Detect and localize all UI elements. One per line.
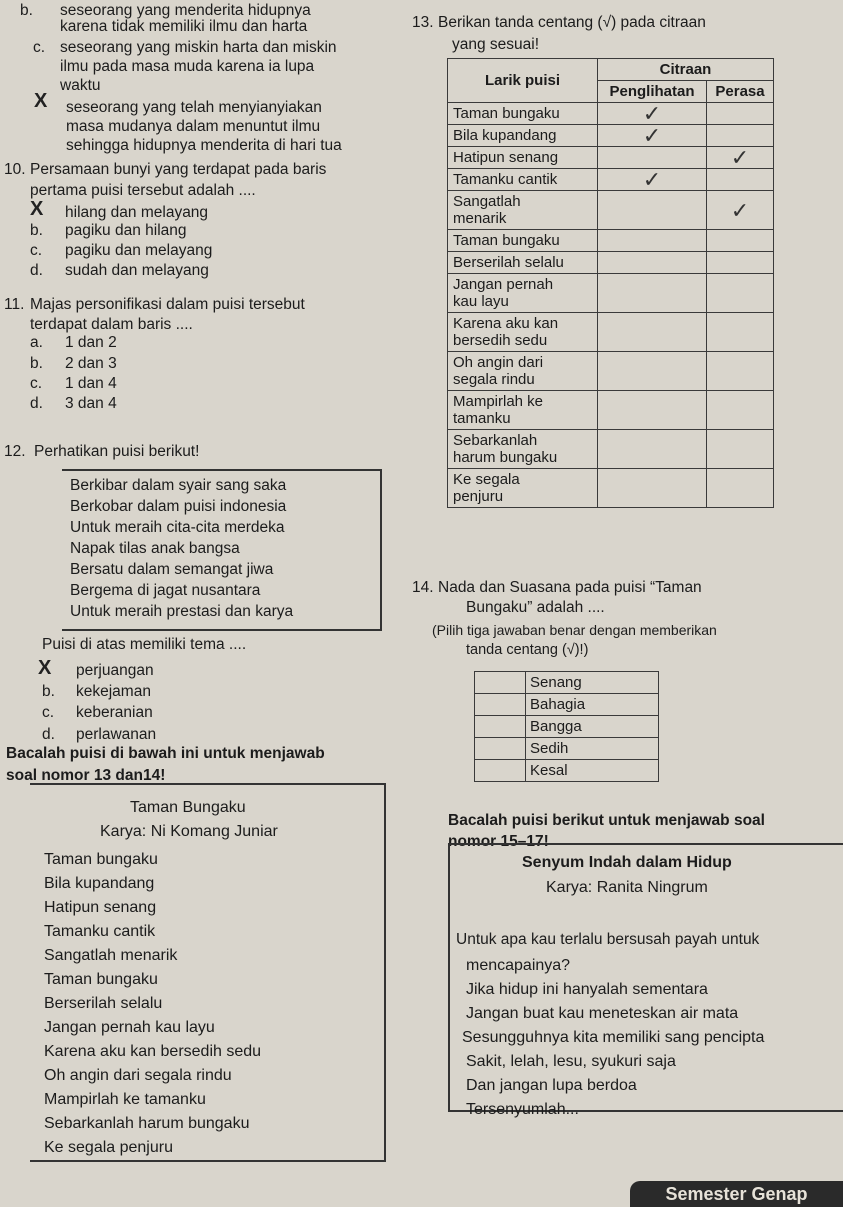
poem-line: Bersatu dalam semangat jiwa [70, 561, 274, 578]
larik-cell: Berserilah selalu [448, 252, 598, 274]
poem-line: Berkobar dalam puisi indonesia [70, 498, 287, 515]
poem-line: Dan jangan lupa berdoa [466, 1077, 637, 1094]
check-cell[interactable] [707, 125, 774, 147]
check-cell[interactable]: ✓ [598, 103, 707, 125]
option-label: Senang [526, 672, 659, 694]
q14-hint: (Pilih tiga jawaban benar dengan memberikan [432, 622, 717, 638]
table-row [448, 103, 774, 125]
q10-option-d-letter: d. [30, 262, 43, 279]
poem-line: Taman bungaku [44, 851, 158, 868]
poem-line: Karena aku kan bersedih sedu [44, 1043, 262, 1060]
q9-c-text: ilmu pada masa muda karena ia lupa [60, 58, 315, 75]
poem-line: Sakit, lelah, lesu, syukuri saja [466, 1053, 676, 1070]
check-cell[interactable] [598, 469, 707, 508]
poem-line: Untuk meraih cita-cita merdeka [70, 519, 285, 536]
q9-b-letter: b. [20, 2, 33, 19]
q14-stem: Nada dan Suasana pada puisi “Taman [438, 579, 702, 596]
table-row [448, 191, 774, 230]
table-row [448, 125, 774, 147]
poem-box-taman-bungaku [30, 783, 386, 1162]
poem-author: Karya: Ni Komang Juniar [100, 823, 278, 840]
larik-cell: Karena aku kan bersedih sedu [448, 313, 598, 352]
larik-cell: Hatipun senang [448, 147, 598, 169]
header-penglihatan: Penglihatan [598, 81, 707, 103]
check-cell[interactable] [598, 274, 707, 313]
header-larik: Larik puisi [448, 59, 598, 103]
q11-option-c: 1 dan 4 [65, 375, 117, 392]
q12-option-a: perjuangan [76, 662, 154, 679]
poem-line: Bergema di jagat nusantara [70, 582, 261, 599]
q11-stem: Majas personifikasi dalam puisi tersebut [30, 296, 305, 313]
cross-mark-icon: X [30, 198, 44, 220]
check-cell[interactable]: ✓ [598, 125, 707, 147]
poem-box-senyum [448, 843, 843, 1118]
q14-stem: Bungaku” adalah .... [466, 599, 605, 616]
q13-14-instruction: soal nomor 13 dan14! [6, 767, 166, 784]
poem-line: Untuk meraih prestasi dan karya [70, 603, 294, 620]
q9-b-text: seseorang yang menderita hidupnya [60, 2, 311, 19]
larik-cell: Sangatlah menarik [448, 191, 598, 230]
q12-question: Puisi di atas memiliki tema .... [42, 636, 247, 653]
poem-line: Sangatlah menarik [44, 947, 178, 964]
q13-14-instruction: Bacalah puisi di bawah ini untuk menjawab [6, 745, 325, 762]
table-row [475, 716, 659, 738]
poem-author: Karya: Ranita Ningrum [546, 879, 708, 896]
table-row [475, 672, 659, 694]
q11-option-b-letter: b. [30, 355, 43, 372]
q9-c-text: seseorang yang miskin harta dan miskin [60, 39, 337, 56]
q11-option-d: 3 dan 4 [65, 395, 117, 412]
table-row [448, 313, 774, 352]
q10-stem: pertama puisi tersebut adalah .... [30, 182, 256, 199]
q9-c-text: waktu [60, 77, 101, 94]
q11-option-a-letter: a. [30, 334, 43, 351]
semester-footer-badge: Semester Genap [630, 1181, 843, 1207]
q11-option-c-letter: c. [30, 375, 43, 392]
poem-line: Jangan buat kau meneteskan air mata [466, 1005, 739, 1022]
q10-option-a: hilang dan melayang [65, 204, 209, 221]
larik-cell: Tamanku cantik [448, 169, 598, 191]
q12-option-d-letter: d. [42, 726, 55, 743]
q9-d-text: sehingga hidupnya menderita di hari tua [66, 137, 342, 154]
poem-line: Ke segala penjuru [44, 1139, 173, 1156]
poem-line: Untuk apa kau terlalu bersusah payah untuk [456, 931, 760, 948]
q11-stem: terdapat dalam baris .... [30, 316, 193, 333]
check-cell[interactable] [707, 391, 774, 430]
q10-option-b: pagiku dan hilang [65, 222, 187, 239]
poem-line: Tamanku cantik [44, 923, 156, 940]
table-row [448, 230, 774, 252]
q14-number: 14. [412, 579, 434, 596]
check-cell[interactable] [707, 352, 774, 391]
q12-option-b: kekejaman [76, 683, 151, 700]
q9-b-text: karena tidak memiliki ilmu dan harta [60, 18, 308, 35]
q12-option-b-letter: b. [42, 683, 55, 700]
check-cell[interactable] [598, 391, 707, 430]
q12-option-d: perlawanan [76, 726, 157, 743]
q11-option-b: 2 dan 3 [65, 355, 117, 372]
table-row [448, 352, 774, 391]
check-cell[interactable] [707, 230, 774, 252]
checkbox-cell[interactable] [475, 694, 526, 716]
check-cell[interactable] [598, 191, 707, 230]
poem-line: Sesungguhnya kita memiliki sang pencipta [462, 1029, 765, 1046]
tema-options-table [474, 671, 659, 782]
check-cell[interactable] [598, 352, 707, 391]
poem-line: Berkibar dalam syair sang saka [70, 477, 287, 494]
option-label: Bangga [526, 716, 659, 738]
larik-cell: Ke segala penjuru [448, 469, 598, 508]
table-row [475, 760, 659, 782]
poem-line: Mampirlah ke tamanku [44, 1091, 206, 1108]
poem-line: Berserilah selalu [44, 995, 163, 1012]
check-cell[interactable] [707, 252, 774, 274]
table-row [448, 274, 774, 313]
q10-number: 10. [4, 161, 26, 178]
q13-stem: yang sesuai! [452, 36, 540, 53]
q12-number: 12. [4, 443, 26, 460]
q9-d-text: masa mudanya dalam menuntut ilmu [66, 118, 321, 135]
q10-stem: Persamaan bunyi yang terdapat pada baris [30, 161, 327, 178]
q10-option-d: sudah dan melayang [65, 262, 209, 279]
checkbox-cell[interactable] [475, 760, 526, 782]
poem-line: Tersenyumlah... [466, 1101, 579, 1118]
larik-cell: Bila kupandang [448, 125, 598, 147]
poem-box-merdeka [62, 469, 382, 631]
q12-option-c-letter: c. [42, 704, 55, 721]
checkbox-cell[interactable] [475, 672, 526, 694]
q10-option-c-letter: c. [30, 242, 43, 259]
larik-cell: Sebarkanlah harum bungaku [448, 430, 598, 469]
q13-number: 13. [412, 14, 434, 31]
table-row [448, 430, 774, 469]
citraan-table [447, 58, 774, 508]
q11-option-a: 1 dan 2 [65, 334, 117, 351]
table-row [448, 252, 774, 274]
table-row [448, 147, 774, 169]
larik-cell: Jangan pernah kau layu [448, 274, 598, 313]
check-cell[interactable] [598, 230, 707, 252]
check-cell[interactable] [707, 274, 774, 313]
q9-c-letter: c. [33, 39, 46, 56]
check-cell[interactable] [598, 313, 707, 352]
poem-line: mencapainya? [466, 957, 571, 974]
option-label: Bahagia [526, 694, 659, 716]
header-perasa: Perasa [707, 81, 774, 103]
poem-line: Jika hidup ini hanyalah sementara [466, 981, 708, 998]
option-label: Kesal [526, 760, 659, 782]
check-cell[interactable] [598, 252, 707, 274]
check-cell[interactable] [707, 469, 774, 508]
q12-option-c: keberanian [76, 704, 153, 721]
check-cell[interactable] [707, 430, 774, 469]
q11-number: 11. [4, 296, 25, 313]
larik-cell: Taman bungaku [448, 230, 598, 252]
q15-17-instruction: nomor 15–17! [448, 833, 549, 850]
q10-option-b-letter: b. [30, 222, 43, 239]
q9-d-text: seseorang yang telah menyianyiakan [66, 99, 322, 116]
check-cell[interactable] [707, 103, 774, 125]
q12-stem: Perhatikan puisi berikut! [34, 443, 200, 460]
q13-stem: Berikan tanda centang (√) pada citraan [438, 14, 706, 31]
check-cell[interactable] [707, 313, 774, 352]
poem-line: Jangan pernah kau layu [44, 1019, 215, 1036]
table-row [448, 169, 774, 191]
check-cell[interactable]: ✓ [598, 169, 707, 191]
larik-cell: Oh angin dari segala rindu [448, 352, 598, 391]
q14-hint: tanda centang (√)!) [466, 642, 589, 658]
table-row [475, 738, 659, 760]
cross-mark-icon: X [34, 90, 48, 112]
poem-line: Bila kupandang [44, 875, 155, 892]
q11-option-d-letter: d. [30, 395, 43, 412]
check-cell[interactable]: ✓ [707, 147, 774, 169]
table-row [448, 469, 774, 508]
cross-mark-icon: X [38, 657, 52, 679]
poem-line: Napak tilas anak bangsa [70, 540, 240, 557]
check-cell[interactable] [598, 430, 707, 469]
larik-cell: Mampirlah ke tamanku [448, 391, 598, 430]
q10-option-c: pagiku dan melayang [65, 242, 213, 259]
header-citraan: Citraan [598, 59, 774, 81]
table-row [475, 694, 659, 716]
check-cell[interactable] [707, 169, 774, 191]
poem-title: Taman Bungaku [130, 799, 246, 816]
poem-line: Sebarkanlah harum bungaku [44, 1115, 250, 1132]
poem-title: Senyum Indah dalam Hidup [522, 854, 732, 871]
poem-line: Taman bungaku [44, 971, 158, 988]
check-cell[interactable] [598, 147, 707, 169]
q15-17-instruction: Bacalah puisi berikut untuk menjawab soal [448, 812, 765, 829]
poem-line: Oh angin dari segala rindu [44, 1067, 232, 1084]
option-label: Sedih [526, 738, 659, 760]
checkbox-cell[interactable] [475, 716, 526, 738]
checkbox-cell[interactable] [475, 738, 526, 760]
check-cell[interactable]: ✓ [707, 191, 774, 230]
table-row [448, 391, 774, 430]
larik-cell: Taman bungaku [448, 103, 598, 125]
poem-line: Hatipun senang [44, 899, 157, 916]
